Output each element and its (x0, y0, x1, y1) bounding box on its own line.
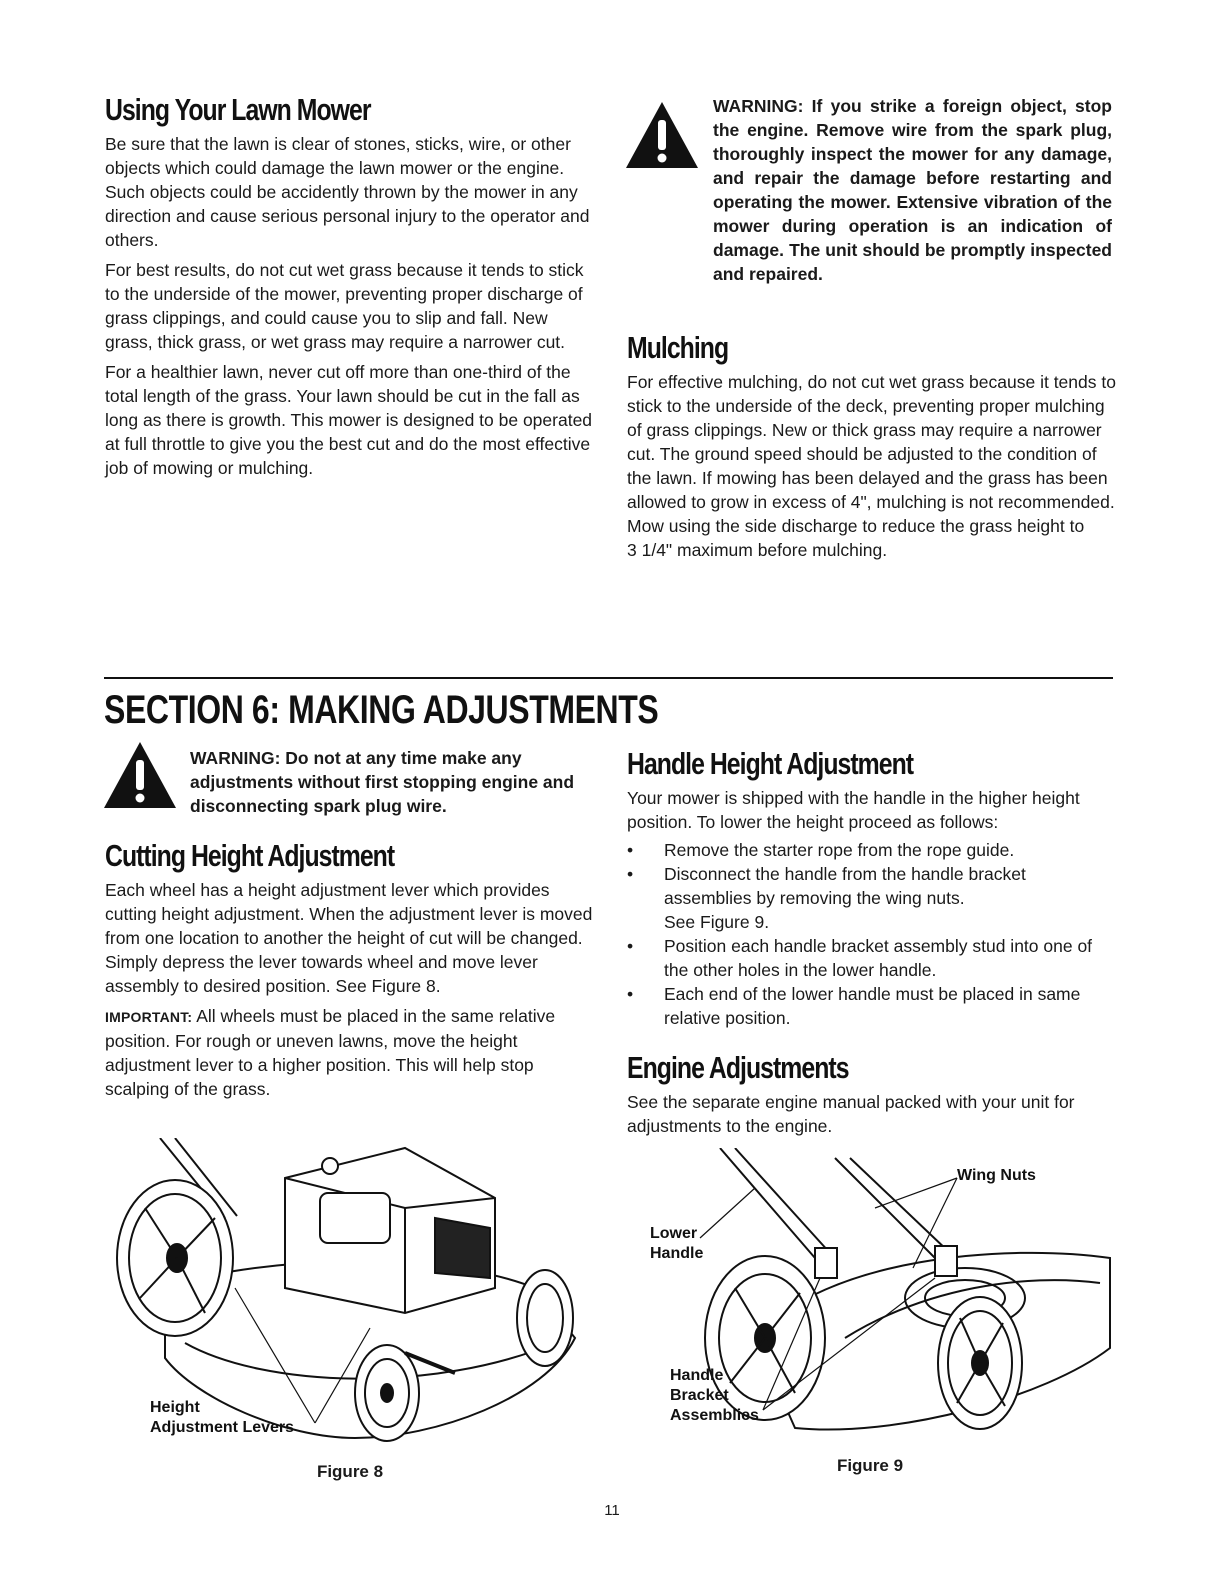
figure-8-label-line1: Height (150, 1399, 200, 1416)
warning-icon-adjustments (102, 740, 178, 815)
heading-engine-adjustments: Engine Adjustments (627, 1050, 849, 1085)
figure-8-label-line2: Adjustment Levers (150, 1419, 295, 1436)
paragraph-engine-adjustments: See the separate engine manual packed with your unit for adjustments to the engine. (627, 1092, 1075, 1136)
warning-icon-foreign-object (624, 100, 700, 175)
figure-8-caption: Figure 8 (316, 1462, 384, 1481)
right-top-column (627, 330, 1117, 568)
heading-mulching: Mulching (627, 330, 729, 365)
heading-handle-height-adjustment: Handle Height Adjustment (627, 746, 914, 781)
figure-8-illustration (105, 1138, 595, 1458)
paragraph-handle-intro: Your mower is shipped with the handle in the higher height position. To lower the height proceed as follows: (627, 788, 1080, 832)
left-bottom-column (105, 838, 593, 1107)
warning-adjustments-text: WARNING: Do not at any time make any adjustments without first stopping engine and disconnecting spark plug wire. (190, 748, 575, 816)
label-hb-handle: Handle (670, 1367, 724, 1384)
list-item (627, 862, 1117, 934)
heading-cutting-height-adjustment: Cutting Height Adjustment (105, 838, 395, 873)
figure-9-illustration (645, 1148, 1115, 1448)
paragraph-mulching: For effective mulching, do not cut wet grass because it tends to stick to the underside of the deck, preventing proper mulching of grass clippings. New or thick grass may require a narrower cut. The ground speed should be adjusted to the condition of the lawn. If mowing has been delayed and the grass has been allowed to grow in excess of 4", mulching is not recommended. Mow using the side discharge to reduce the grass height to (627, 372, 1116, 536)
heading-using-your-lawn-mower: Using Your Lawn Mower (105, 92, 371, 127)
paragraph-important (105, 1004, 593, 1101)
section-divider (104, 677, 1113, 679)
label-hb-bracket: Bracket (670, 1387, 729, 1404)
list-item-see-figure: See Figure 9. (664, 912, 770, 932)
paragraph-mulching-end: 3 1/4" maximum before mulching. (627, 540, 888, 560)
important-text: All wheels must be placed in the same relative position. For rough or uneven lawns, move the height adjustment lever to a higher position. This will help stop scalping of the grass. (105, 1006, 556, 1099)
warning-foreign-object-text: WARNING: If you strike a foreign object, stop the engine. Remove wire from the spark plug, thoroughly inspect the mower for any damage, and repair the damage before restarting and operating the mower. Extensive vibration of the mower during operation is an indication of damage. The unit should be promptly inspected and repaired. (713, 96, 1112, 284)
label-handle-bracket-assemblies (670, 1366, 759, 1426)
paragraph-clear-lawn: Be sure that the lawn is clear of stones, sticks, wire, or other objects which could damage the lawn mower or the engine. Such objects could be accidently thrown by the mower in any direction and cause serious personal injury to the operator and others. (105, 134, 590, 250)
list-item-text: Disconnect the handle from the handle bracket assemblies by removing the wing nuts. (664, 864, 1026, 908)
left-top-column (105, 92, 593, 486)
label-lower: Lower (650, 1225, 698, 1242)
label-wing-nuts: Wing Nuts (957, 1167, 1036, 1184)
label-hb-assemblies: Assemblies (670, 1407, 759, 1424)
label-lower-handle (650, 1224, 703, 1264)
list-item: • Remove the starter rope from the rope guide. (627, 838, 1117, 862)
important-label: IMPORTANT: (105, 1009, 193, 1025)
paragraph-cutting-height: Each wheel has a height adjustment lever which provides cutting height adjustment. When the adjustment lever is moved from one location to another the height of cut will be changed. Simply depress the lever towards wheel and move lever assembly to desired position. See Figure 8. (105, 880, 593, 996)
figure-9-caption: Figure 9 (836, 1456, 904, 1475)
list-item: • Each end of the lower handle must be placed in same relative position. (627, 982, 1117, 1030)
page-number: 11 (604, 1502, 620, 1519)
handle-steps-list (627, 838, 1117, 1030)
figure-8-label (150, 1398, 294, 1438)
paragraph-healthier-lawn: For a healthier lawn, never cut off more than one-third of the total length of the grass. Your lawn should be cut in the fall as long as there is growth. This mower is designed to be operated at full throttle to give you the best cut and do the most effective job of mowing or mulching. (105, 362, 593, 478)
right-bottom-column (627, 746, 1117, 1144)
section-title: SECTION 6: MAKING ADJUSTMENTS (104, 688, 659, 732)
paragraph-wet-grass: For best results, do not cut wet grass because it tends to stick to the underside of the mower, preventing proper discharge of grass clippings, and could cause you to slip and fall. New grass, thick grass, or wet grass may require a narrower cut. (105, 260, 584, 352)
label-handle: Handle (650, 1245, 704, 1262)
list-item: • Position each handle bracket assembly stud into one of the other holes in the lower handle. (627, 934, 1117, 982)
